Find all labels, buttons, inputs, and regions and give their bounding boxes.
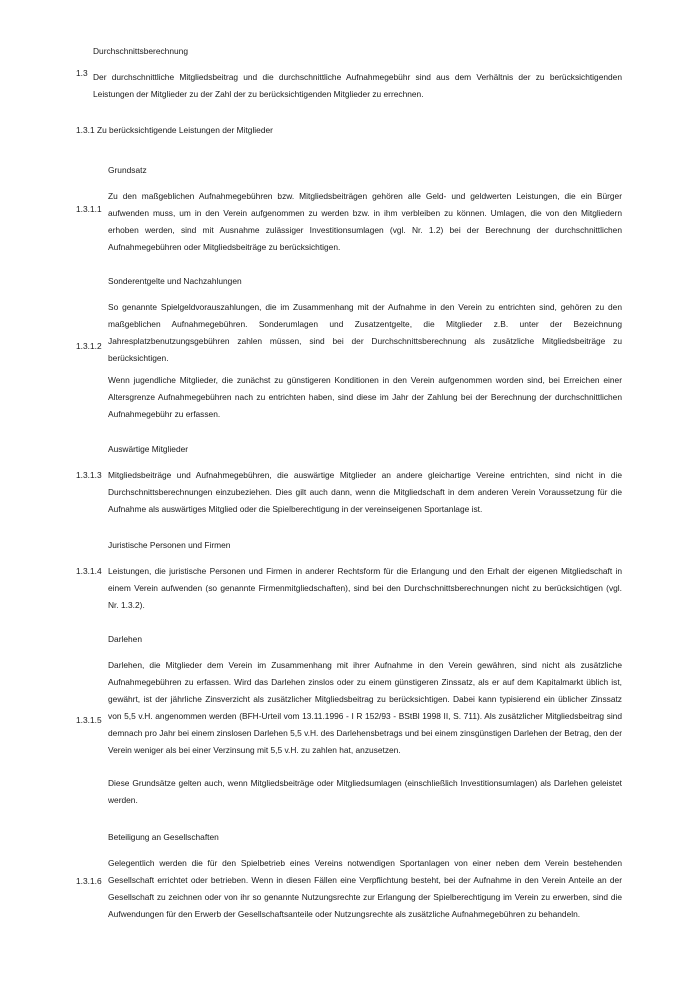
item-heading: Auswärtige Mitglieder [108, 444, 189, 454]
item-number: 1.3.1.4 [76, 566, 102, 576]
section-title: Durchschnittsberechnung [93, 46, 188, 56]
item-paragraph: Darlehen, die Mitglieder dem Verein im Zusammenhang mit ihrer Aufnahme in den Verein gewähren, sind nicht als zusätzliche Aufnahmegebühren zu erfassen. Wird das Darlehen zinslos oder zu einem günstigeren Zinssatz, als er auf dem Kapitalmarkt üblich ist, gewährt, ist der jährliche Zinsverzicht als zusätzlicher Mitgliedsbeitrag zu berücksichtigen. Dabei kann typisierend ein üblicher Zinssatz von 5,5 v.H. angenommen werden (BFH-Urteil vom 13.11.1996 - I R 152/93 - BStBl 1998 II, S. 711). Als zusätzlicher Mitgliedsbeitrag sind demnach pro Jahr bei einem zinslosen Darlehen 5,5 v.H. des Darlehensbetrags und bei einem zinsgünstigen Darlehen der Betrag, den der Verein weniger als bei einer Verzinsung mit 5,5 v.H. zu zahlen hat, anzusetzen. [108, 660, 622, 755]
item-number: 1.3.1.2 [76, 341, 102, 351]
item-paragraph: Zu den maßgeblichen Aufnahmegebühren bzw. Mitgliedsbeiträgen gehören alle Geld- und geldwerten Leistungen, die ein Bürger aufwenden muss, um in den Verein aufgenommen zu werden bzw. in ihm verbleiben zu können. Umlagen, die von den Mitgliedern erhoben werden, sind mit Ausnahme zulässiger Investitionsumlagen (vgl. Nr. 1.2) bei der Berechnung der durchschnittlichen Aufnahmegebühren oder Mitgliedsbeiträge zu berücksichtigen. [108, 191, 622, 252]
section-number: 1.3 [76, 68, 88, 78]
section-paragraph: Der durchschnittliche Mitgliedsbeitrag und die durchschnittliche Aufnahmegebühr sind aus dem Verhältnis der zu berücksichtigenden Leistungen der Mitglieder zu der Zahl der zu berücksichtigenden Mitglieder zu errechnen. [93, 72, 622, 99]
item-heading: Darlehen [108, 634, 142, 644]
item-paragraph: Gelegentlich werden die für den Spielbetrieb eines Vereins notwendigen Sportanlagen von einer neben dem Verein bestehenden Gesellschaft errichtet oder betrieben. Wenn in diesen Fällen eine Verpflichtung besteht, bei der Aufnahme in den Verein Anteile an der Gesellschaft zu zeichnen oder von ihr so genannte Nutzungsrechte zur Erlangung der Spielberechtigung im Verein zu erwerben, sind die Aufwendungen für den Erwerb der Gesellschaftsanteile oder Nutzungsrechte als zusätzliche Aufnahmegebühren zu behandeln. [108, 858, 622, 919]
item-heading: Juristische Personen und Firmen [108, 540, 231, 550]
item-paragraph: Leistungen, die juristische Personen und Firmen in anderer Rechtsform für die Erlangung und den Erhalt der eigenen Mitgliedschaft in einem Verein aufwenden (so genannte Firmenmitgliedschaften), sind bei den Durchschnittsberechnungen nicht zu berücksichtigen (vgl. Nr. 1.3.2). [108, 566, 622, 610]
item-heading: Sonderentgelte und Nachzahlungen [108, 276, 242, 286]
subsection-title: 1.3.1 Zu berücksichtigende Leistungen der Mitglieder [76, 125, 273, 135]
item-number: 1.3.1.1 [76, 204, 102, 214]
item-heading: Beteiligung an Gesellschaften [108, 832, 219, 842]
item-paragraph: Diese Grundsätze gelten auch, wenn Mitgliedsbeiträge oder Mitgliedsumlagen (einschließlich Investitionsumlagen) als Darlehen geleistet werden. [108, 778, 622, 805]
item-paragraph: So genannte Spielgeldvorauszahlungen, die im Zusammenhang mit der Aufnahme in den Verein zu entrichten sind, gehören zu den maßgeblichen Aufnahmegebühren. Sonderumlagen und Zusatzentgelte, die Mitglieder z.B. unter der Bezeichnung Jahresplatzbenutzungsgebühren zahlen müssen, sind bei der Durchschnittsberechnung als zusätzliche Mitgliedsbeiträge zu berücksichtigen. [108, 302, 622, 363]
item-heading: Grundsatz [108, 165, 147, 175]
item-number: 1.3.1.5 [76, 715, 102, 725]
item-number: 1.3.1.6 [76, 876, 102, 886]
item-paragraph: Mitgliedsbeiträge und Aufnahmegebühren, die auswärtige Mitglieder an andere gleichartige Vereine entrichten, sind nicht in die Durchschnittsberechnungen einzubeziehen. Dies gilt auch dann, wenn die Mitgliedschaft in dem anderen Verein Voraussetzung für die Aufnahme als auswärtiges Mitglied oder die Spielberechtigung in der vereinseigenen Sportanlage ist. [108, 470, 622, 514]
item-paragraph: Wenn jugendliche Mitglieder, die zunächst zu günstigeren Konditionen in den Verein aufgenommen worden sind, bei Erreichen einer Altersgrenze Aufnahmegebühren nach zu entrichten haben, sind diese im Jahr der Zahlung bei der Berechnung der durchschnittlichen Aufnahmegebühr zu erfassen. [108, 375, 622, 419]
item-number: 1.3.1.3 [76, 470, 102, 480]
